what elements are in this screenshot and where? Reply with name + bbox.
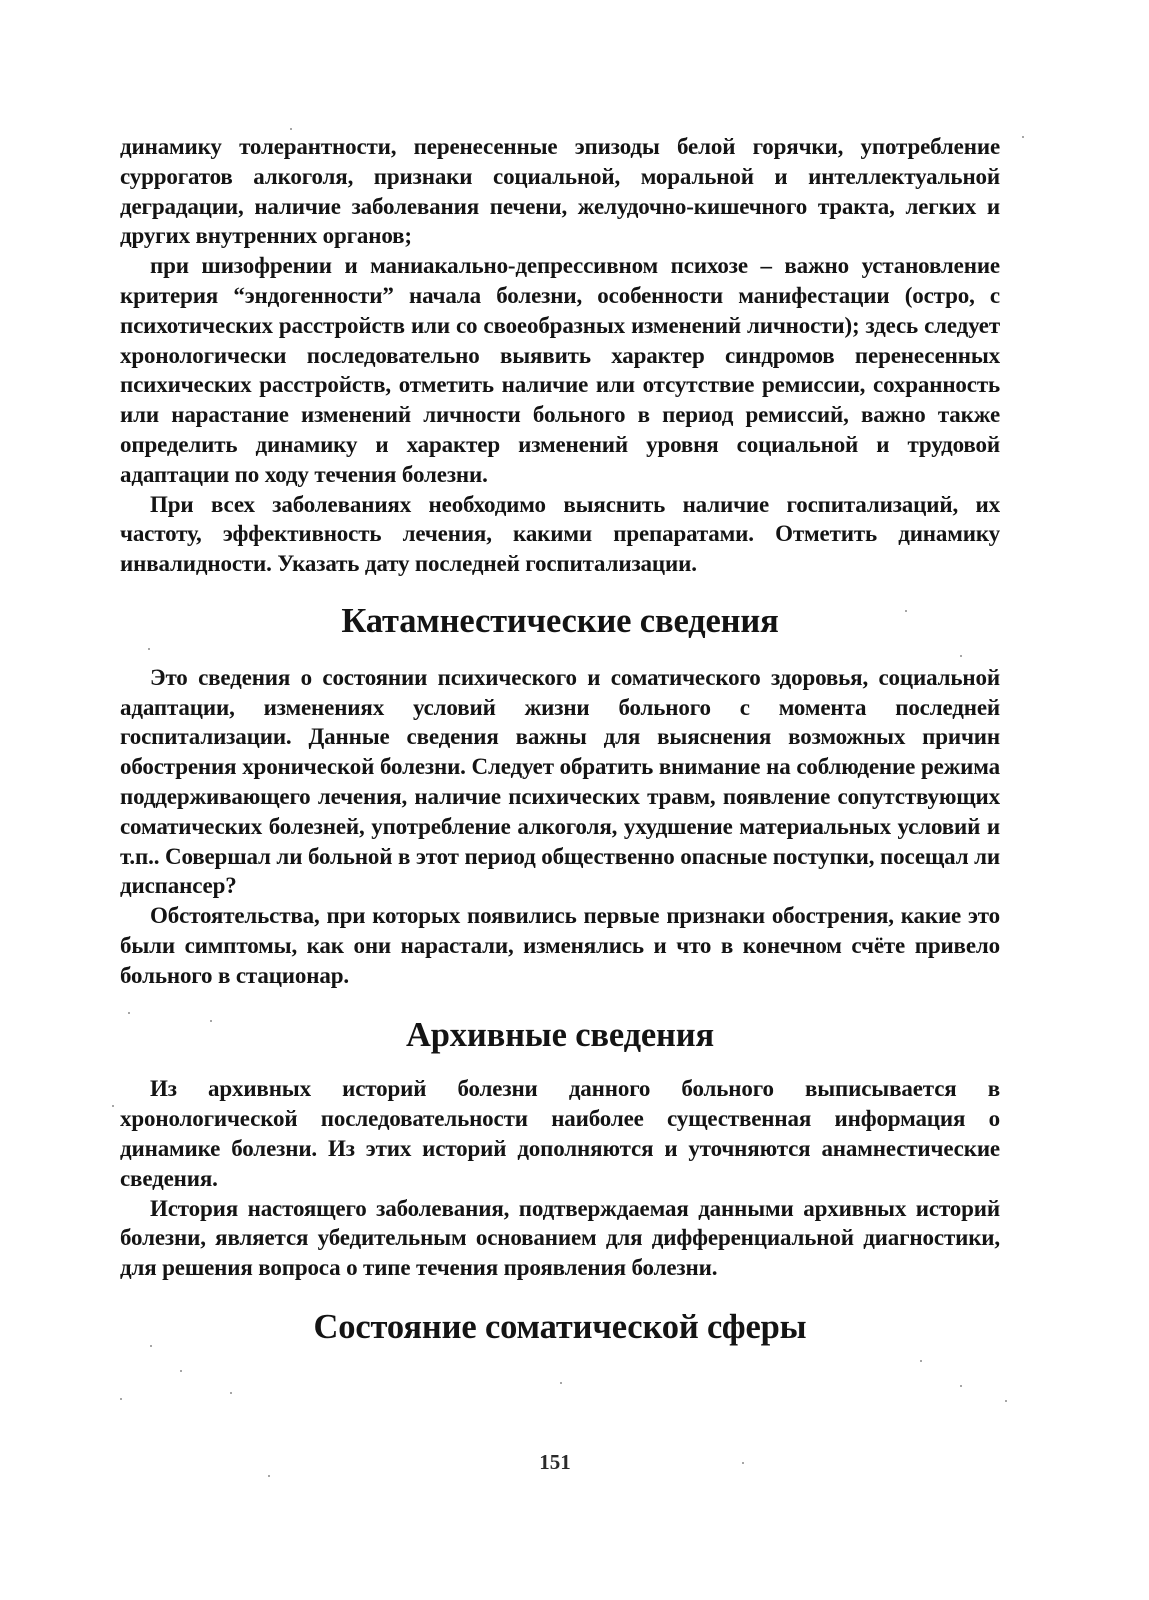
scan-speck bbox=[905, 610, 907, 612]
paragraph-katamnez-1: Это сведения о состоянии психического и соматического здоровья, социальной адаптации, изменениях условий жизни больного с момента последней госпитализации. Данные сведения важны для выяснения возможных причин обострения хронической болезни. Следует обратить внимание на соблюдение режима поддерживающего лечения, наличие психических травм, появление сопутствующих соматических болезней, употребление алкоголя, ухудшение материальных условий и т.п.. Совершал ли больной в этот период общественно опасные поступки, посещал ли диспансер? bbox=[120, 664, 1000, 899]
scan-speck bbox=[150, 1345, 152, 1347]
scan-speck bbox=[268, 1475, 270, 1477]
scan-speck bbox=[180, 1370, 182, 1372]
paragraph-hospitalizations: При всех заболеваниях необходимо выяснить наличие госпитализаций, их частоту, эффективность лечения, какими препаратами. Отметить динамику инвалидности. Указать дату последней госпитализации. bbox=[120, 491, 1000, 577]
scan-speck bbox=[1005, 1400, 1007, 1402]
scan-speck bbox=[210, 1020, 212, 1022]
document-page bbox=[120, 132, 1000, 1367]
scan-speck bbox=[120, 1398, 122, 1400]
paragraph-katamnez-2: Обстоятельства, при которых появились первые признаки обострения, какие это были симптомы, как они нарастали, изменялись и что в конечном счёте привело больного в стационар. bbox=[120, 903, 1000, 988]
scan-speck bbox=[960, 1385, 962, 1387]
scan-speck bbox=[1022, 136, 1024, 138]
paragraph-schizophrenia: при шизофрении и маниакально-депрессивном психозе – важно установление критерия “эндогенности” начала болезни, особенности манифестации (остро, с психотических расстройств или со своеобразных изменений личности); здесь следует хронологически последовательно выявить характер синдромов перенесенных психических расстройств, отметить наличие или отсутствие ремиссии, сохранность или нарастание изменений личности больного в период ремиссий, важно также определить динамику и характер изменений уровня социальной и трудовой адаптации по ходу течения болезни. bbox=[120, 253, 1000, 487]
paragraph-archive-1: Из архивных историй болезни данного больного выписывается в хронологической последовательности наиболее существенная информация о динамике болезни. Из этих историй дополняются и уточняются анамнестические сведения. bbox=[120, 1076, 1000, 1191]
heading-archive: Архивные сведения bbox=[405, 1015, 715, 1054]
page-number: 151 bbox=[539, 1450, 571, 1474]
paragraph-alcohol-continuation: динамику толерантности, перенесенные эпизоды белой горячки, употребление суррогатов алкоголя, признаки социальной, моральной и интеллектуальной деградации, наличие заболевания печени, желудочно-кишечного тракта, легких и других внутренних органов; bbox=[120, 134, 1000, 249]
heading-somatic: Состояние соматической сферы bbox=[313, 1307, 807, 1346]
scan-speck bbox=[560, 1382, 562, 1384]
scan-speck bbox=[742, 1462, 744, 1464]
paragraph-archive-2: История настоящего заболевания, подтверждаемая данными архивных историй болезни, является убедительным основанием для дифференциальной диагностики, для решения вопроса о типе течения проявления болезни. bbox=[120, 1195, 1000, 1281]
scan-speck bbox=[960, 655, 962, 657]
scan-speck bbox=[148, 648, 150, 650]
scan-speck bbox=[128, 1012, 130, 1014]
scan-speck bbox=[112, 1105, 114, 1107]
scan-speck bbox=[290, 128, 292, 130]
scan-speck bbox=[920, 1360, 922, 1362]
scan-speck bbox=[230, 1392, 232, 1394]
heading-katamnez: Катамнестические сведения bbox=[341, 601, 779, 640]
